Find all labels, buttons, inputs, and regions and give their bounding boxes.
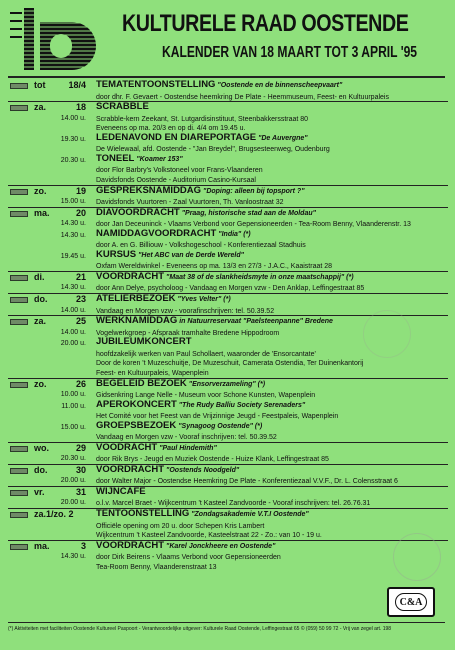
entry-date: 26 (75, 378, 86, 389)
entry-time: 14.30 u. (60, 553, 86, 561)
calendar-entry (8, 464, 448, 486)
entry-time: 19.30 u. (60, 135, 86, 143)
event-title: GESPREKSNAMIDDAG (96, 184, 202, 196)
event-title: WERKNAMIDDAG (96, 315, 178, 327)
entry-time: 14.30 u. (60, 220, 86, 228)
event-detail: Davidsfonds Vuurtoren - Zaal Vuurtoren, Th. Vanloostraat 32 (96, 199, 284, 207)
entry-time: 14.00 u. (60, 328, 86, 336)
entry-line (8, 294, 448, 306)
entry-text (96, 316, 333, 327)
calendar-entry (8, 486, 448, 508)
event-subtitle: "Doping: alleen bij topsport ?" (203, 187, 305, 195)
event-subtitle: "Oostends Noodgeld" (166, 466, 240, 474)
entry-date: 20 (75, 207, 86, 218)
calendar-entry (8, 101, 448, 184)
entry-text (96, 337, 192, 348)
entry-text (96, 133, 308, 144)
entry-weekday: zo. (34, 378, 47, 389)
entry-time: 10.00 u. (60, 391, 86, 398)
entry-time: 15.00 u. (60, 198, 86, 206)
event-detail: Davidsfonds Oostende - Auditorium Casino-Kursaal (96, 176, 256, 184)
calendar-entry (8, 80, 448, 101)
entry-line (8, 261, 448, 271)
entry-line (8, 552, 448, 562)
event-subtitle: "Synagoog Oostende" (*) (178, 422, 263, 430)
event-title: JUBILEUMKONCERT (96, 336, 192, 348)
calendar-entry (8, 185, 448, 207)
entry-weekday: di. (34, 271, 45, 282)
header (10, 8, 450, 74)
entry-line (8, 476, 448, 486)
entry-time: 14.00 u. (60, 114, 86, 122)
event-detail: o.l.v. Marcel Braet - Wijkcentrum 't Kasteel Zandvoorde - Vooraf inschrijven: tel. 26.76.31 (96, 500, 371, 508)
event-detail: Tea-Room Benny, Vlaanderenstraat 13 (96, 563, 217, 571)
event-subtitle: "The Rudy Balliu Society Serenaders" (178, 401, 306, 409)
entry-time: 15.00 u. (60, 423, 86, 431)
event-detail: door Dirk Beirens - Vlaams Verbond voor Gepensioneerden (96, 554, 281, 562)
entry-line (8, 487, 448, 499)
entry-time: 14.30 u. (60, 231, 86, 239)
event-subtitle: "Zondagsakademie V.T.I Oostende" (191, 511, 309, 519)
event-detail: Vandaag en Morgen vzw - Vooraf inschrijven: tel. 50.39.52 (96, 434, 277, 442)
event-detail: Oxfam Wereldwinkel - Eveneens op ma. 13/3 en 27/3 - J.A.C., Kaaistraat 28 (96, 263, 333, 271)
entry-date: 23 (75, 294, 86, 305)
entry-text (96, 487, 146, 498)
entry-weekday: do. (34, 464, 48, 475)
entry-line (8, 421, 448, 433)
event-detail: Feest- en Kultuurpaleis, Wapenplein (96, 369, 209, 377)
entry-line (8, 114, 448, 124)
event-title: VOODRACHT (96, 441, 158, 453)
entry-text (96, 250, 244, 261)
entry-date: 19 (75, 185, 86, 196)
event-subtitle: "Ensorverzameling" (*) (188, 380, 266, 388)
sponsor-label: C&A (395, 593, 427, 611)
entry-date: 3 (80, 540, 86, 551)
entry-weekday: ma. (34, 207, 50, 218)
event-detail: Het Comité voor het Feest van de Vrijzinnige Jeugd - Feestpaleis, Wapenplein (96, 413, 339, 421)
entry-date: 18/4 (68, 80, 86, 90)
event-title: LEDENAVOND EN DIAREPORTAGE (96, 131, 257, 143)
entry-line (8, 541, 448, 553)
event-subtitle: "Karel Jonckheere en Oostende" (166, 542, 276, 550)
entry-text (96, 541, 275, 552)
entry-text (96, 509, 309, 520)
event-title: TONEEL (96, 152, 135, 164)
event-detail: door Rik Brys - Jeugd en Muziek Oostende - Huize Klank, Leffingestraat 85 (96, 456, 329, 464)
event-detail: Gidsenkring Lange Nelle - Museum voor Schone Kunsten, Wapenplein (96, 392, 316, 399)
entry-weekday: tot (34, 80, 46, 90)
entry-text (96, 102, 149, 113)
event-title: VOORDRACHT (96, 463, 165, 475)
entry-date: 18 (75, 102, 86, 113)
event-detail: Scrabble-kern Zeekant, St. Lutgardisinstituut, Steenbakkersstraat 80 (96, 115, 309, 123)
event-detail: Vogelwerkgroep - Afspraak tramhalte Bredene Hippodroom (96, 329, 280, 337)
event-detail: hoofdzakelijk werken van Paul Schollaert, waaronder de 'Ensorcantate' (96, 350, 316, 358)
event-title: BEGELEID BEZOEK (96, 377, 187, 389)
event-detail: De Wielewaal, afd. Oostende - "Jan Breydel", Brugsesteenweg, Oudenburg (96, 146, 330, 154)
event-detail: Officiële opening om 20 u. door Schepen Kris Lambert (96, 522, 265, 530)
entry-line (8, 368, 448, 378)
entry-text (96, 465, 239, 476)
entry-date: 21 (75, 271, 86, 282)
calendar-entry (8, 442, 448, 464)
event-title: TEMATENTOONSTELLING (96, 79, 216, 90)
event-detail: door Walter Major - Oostendse Heemkring De Plate - Konferentiezaal V.V.F., Dr. L. Colensstraat 6 (96, 478, 398, 486)
entry-line (8, 133, 448, 145)
event-title: ATELIERBEZOEK (96, 293, 176, 305)
entry-text (96, 186, 305, 197)
event-subtitle: "De Auvergne" (258, 134, 308, 142)
header-divider (8, 76, 445, 78)
entry-date: 29 (75, 442, 86, 453)
entry-line (8, 530, 448, 540)
entry-line (8, 358, 448, 368)
event-subtitle: "Koamer 153" (136, 155, 183, 163)
calendar-entry (8, 540, 448, 572)
entry-line (8, 283, 448, 293)
entry-time: 20.00 u. (60, 499, 86, 507)
entry-time: 20.30 u. (60, 156, 86, 164)
entry-text (96, 80, 342, 91)
event-detail: Door de koren 't Muzeschuitje, De Muzeschuit, Camerata Ostendia, Ter Duinenkantorij (96, 360, 364, 368)
event-subtitle: "India" (*) (218, 230, 251, 238)
entry-weekday: ma. (34, 540, 50, 551)
calendar-entry (8, 271, 448, 293)
entry-line (8, 144, 448, 154)
entry-line (8, 379, 448, 391)
event-detail: Wijkcentrum 't Kasteel Zandvoorde, Kasteelstraat 22 - Zo.: van 10 - 19 u. (96, 532, 322, 540)
event-subtitle: "Paul Hindemith" (159, 444, 217, 452)
event-subtitle: "Het ABC van de Derde Wereld" (138, 251, 244, 259)
event-subtitle: "Oostende en de binnenscheepvaart" (217, 82, 343, 89)
event-title: SCRABBLE (96, 101, 149, 113)
entry-line (8, 165, 448, 175)
event-detail: Eveneens op ma. 20/3 en op di. 4/4 om 19.45 u. (96, 125, 246, 133)
sponsor-logo (387, 587, 435, 617)
footer-note: (*) Aktiviteiten met faciliteiten Oostende Kultureel Paspoort - Verantwoordelijke uitgever: Kulturele Raad Oostende, Leffingestraat 65 © (059) 50 99 72 - Vrij van zegel art. 198 (8, 626, 392, 632)
event-detail: door Flor Barbry's Volkstoneel voor Frans-Vlaanderen (96, 167, 263, 175)
entry-line (8, 443, 448, 455)
entry-line (8, 102, 448, 114)
page-subtitle: KALENDER VAN 18 MAART TOT 3 APRIL '95 (162, 44, 418, 61)
entry-time: 20.00 u. (60, 477, 86, 485)
entry-text (96, 154, 183, 165)
entry-line (8, 240, 448, 250)
entry-date: 31 (75, 486, 86, 497)
entry-line (8, 432, 448, 442)
entry-text (96, 379, 265, 390)
event-detail: door A. en G. Billiouw - Volkshogeschool - Konferentiezaal Stadhuis (96, 242, 306, 250)
entry-line (8, 454, 448, 464)
entry-text (96, 443, 217, 454)
entry-line (8, 400, 448, 412)
entry-line (8, 509, 448, 521)
kulturele-raad-logo (10, 8, 108, 70)
entry-line (8, 175, 448, 185)
entry-time: 14.00 u. (60, 306, 86, 314)
entry-line (8, 186, 448, 198)
faint-stamp (363, 310, 411, 358)
entry-weekday: do. (34, 294, 48, 305)
event-title: GROEPSBEZOEK (96, 419, 177, 431)
entry-text (96, 272, 354, 283)
entry-line (8, 92, 448, 102)
entry-time: 20.00 u. (60, 340, 86, 348)
calendar-entry (8, 207, 448, 271)
entry-line (8, 250, 448, 262)
entry-time: 19.45 u. (60, 252, 86, 260)
event-title: APEROKONCERT (96, 398, 177, 410)
event-detail: door Ann Delye, psycholoog - Vandaag en Morgen vzw - Den Anklap, Leffingestraat 85 (96, 285, 365, 293)
event-detail: Vandaag en Morgen vzw - voorafinschrijven: tel. 50.39.52 (96, 307, 275, 315)
entry-line (8, 562, 448, 572)
event-title: VOORDRACHT (96, 270, 165, 282)
entry-text (96, 294, 231, 305)
entry-line (8, 219, 448, 229)
entry-time: 14.30 u. (60, 284, 86, 292)
entry-line (8, 465, 448, 477)
entry-weekday: vr. (34, 486, 45, 497)
entry-weekday: za. (34, 102, 47, 113)
entry-line (8, 498, 448, 508)
entry-weekday: za. (34, 316, 47, 327)
entry-line (8, 521, 448, 531)
event-title: KURSUS (96, 248, 137, 260)
entry-text (96, 421, 262, 432)
footer-divider (8, 622, 445, 623)
entry-weekday: zo. (34, 185, 47, 196)
entry-line (8, 80, 448, 92)
entry-line (8, 229, 448, 241)
event-title: WIJNCAFE (96, 485, 146, 497)
event-detail: door dhr. F. Gevaert - Oostendse heemkring De Plate - Heemmuseum, Feest- en Kultuurpaleis (96, 93, 389, 101)
entry-line (8, 272, 448, 284)
entry-weekday: za.1/zo. 2 (34, 509, 74, 520)
entry-weekday: wo. (34, 442, 49, 453)
calendar-entry (8, 508, 448, 540)
event-subtitle: "Maat 38 of de slankheidsmyte in onze maatschappij" (*) (166, 273, 354, 281)
entry-time: 20.30 u. (60, 455, 86, 463)
event-detail: door Jan Deceuninck - Vlaams Verbond voor Gepensioneerden - Tea-Room Benny, Vlaanderenstr. 13 (96, 221, 411, 229)
event-subtitle: "Praag, historische stad aan de Moldau" (181, 209, 316, 217)
event-title: DIAVOORDRACHT (96, 206, 180, 218)
entry-line (8, 208, 448, 220)
entry-text (96, 229, 251, 240)
entry-date: 25 (75, 316, 86, 327)
entry-line (8, 154, 448, 166)
entry-text (96, 208, 316, 219)
page-title: KULTURELE RAAD OOSTENDE (122, 10, 409, 37)
calendar-entry (8, 378, 448, 442)
entry-time: 11.00 u. (61, 402, 86, 410)
event-subtitle: in Natuurreservaat "Paelsteenpanne" Bredene (179, 318, 333, 326)
entry-line (8, 390, 448, 400)
event-subtitle: "Yves Velter" (*) (177, 296, 231, 304)
event-title: NAMIDDAGVOORDRACHT (96, 227, 217, 239)
event-title: VOORDRACHT (96, 539, 165, 551)
entry-line (8, 197, 448, 207)
event-title: TENTOONSTELLING (96, 508, 190, 520)
entry-line (8, 411, 448, 421)
entry-date: 30 (75, 464, 86, 475)
entry-text (96, 562, 217, 573)
postal-stamp (393, 533, 441, 581)
entry-text (96, 400, 305, 411)
